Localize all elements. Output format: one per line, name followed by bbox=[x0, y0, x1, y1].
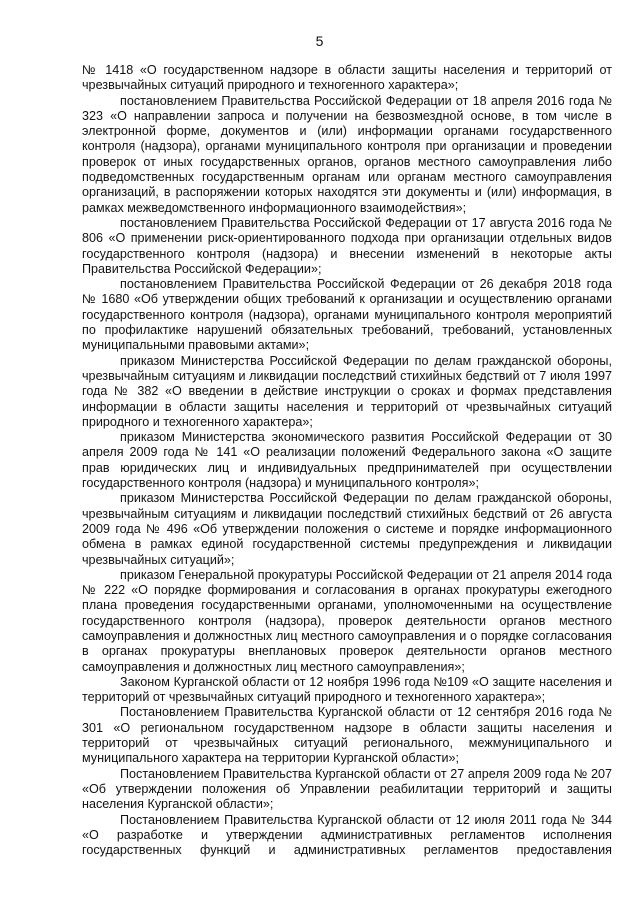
paragraph: постановлением Правительства Российской Федерации от 17 августа 2016 года № 806 «О применении риск-ориентированного подхода при организации отдельных видов государственного контроля (надзора) и внесении изменений в некоторые акты Правительства Российской Федерации»; bbox=[82, 215, 612, 276]
paragraph: постановлением Правительства Российской Федерации от 26 декабря 2018 года № 1680 «Об утверждении общих требований к организации и осуществлению органами государственного контроля (надзора), органами муниципального контроля мероприятий по профилактике нарушений обязательных требований, требований, установленных муниципальными правовыми актами»; bbox=[82, 277, 612, 353]
paragraph: приказом Министерства экономического развития Российской Федерации от 30 апреля 2009 года № 141 «О реализации положений Федерального закона «О защите прав юридических лиц и индивидуальных предпринимателей при осуществлении государственного контроля (надзора) и муниципального контроля»; bbox=[82, 430, 612, 491]
paragraph: приказом Генеральной прокуратуры Российской Федерации от 21 апреля 2014 года № 222 «О порядке формирования и согласования в органах прокуратуры ежегодного плана проведения государственными органами, уполномоченными на осуществление государственного контроля (надзора), проверок деятельности органов местного самоуправления и должностных лиц местного самоуправления и о порядке согласования в органах прокуратуры внеплановых проверок деятельности органов местного самоуправления и должностных лиц местного самоуправления»; bbox=[82, 567, 612, 674]
paragraph: Постановлением Правительства Курганской области от 12 июля 2011 года № 344 «О разработке и утверждении административных регламентов исполнения государственных функций и административных регламентов предоставления bbox=[82, 812, 612, 858]
paragraph: приказом Министерства Российской Федерации по делам гражданской обороны, чрезвычайным ситуациям и ликвидации последствий стихийных бедствий от 26 августа 2009 года № 496 «Об утверждении положения о системе и порядке информационного обмена в рамках единой государственной системы предупреждения и ликвидации чрезвычайных ситуаций»; bbox=[82, 491, 612, 567]
paragraph: приказом Министерства Российской Федерации по делам гражданской обороны, чрезвычайным ситуациям и ликвидации последствий стихийных бедствий от 7 июля 1997 года № 382 «О введении в действие инструкции о сроках и формах представления информации в области защиты населения и территорий от чрезвычайных ситуаций природного и техногенного характера»; bbox=[82, 353, 612, 429]
paragraph: № 1418 «О государственном надзоре в области защиты населения и территорий от чрезвычайных ситуаций природного и техногенного характера»; bbox=[82, 63, 612, 93]
paragraph: Постановлением Правительства Курганской области от 27 апреля 2009 года № 207 «Об утверждении положения об Управлении реабилитации территорий и защиты населения Курганской области»; bbox=[82, 766, 612, 812]
paragraph: Законом Курганской области от 12 ноября 1996 года №109 «О защите населения и территорий от чрезвычайных ситуаций природного и техногенного характера»; bbox=[82, 674, 612, 705]
paragraph: Постановлением Правительства Курганской области от 12 сентября 2016 года № 301 «О региональном государственном надзоре в области защиты населения и территорий от чрезвычайных ситуаций регионального, межмуниципального и муниципального характера на территории Курганской области»; bbox=[82, 705, 612, 766]
paragraph: постановлением Правительства Российской Федерации от 18 апреля 2016 года № 323 «О направлении запроса и получении на безвозмездной основе, в том числе в электронной форме, документов и (или) информации органами государственного контроля (надзора), органами муниципального контроля при организации и проведении проверок от иных государственных органов, органов местного самоуправления либо подведомственных государственным органам или органам местного самоуправления организаций, в распоряжении которых находятся эти документы и (или) информация, в рамках межведомственного информационного взаимодействия»; bbox=[82, 93, 612, 215]
page-number: 5 bbox=[315, 33, 324, 49]
document-body bbox=[82, 63, 612, 858]
